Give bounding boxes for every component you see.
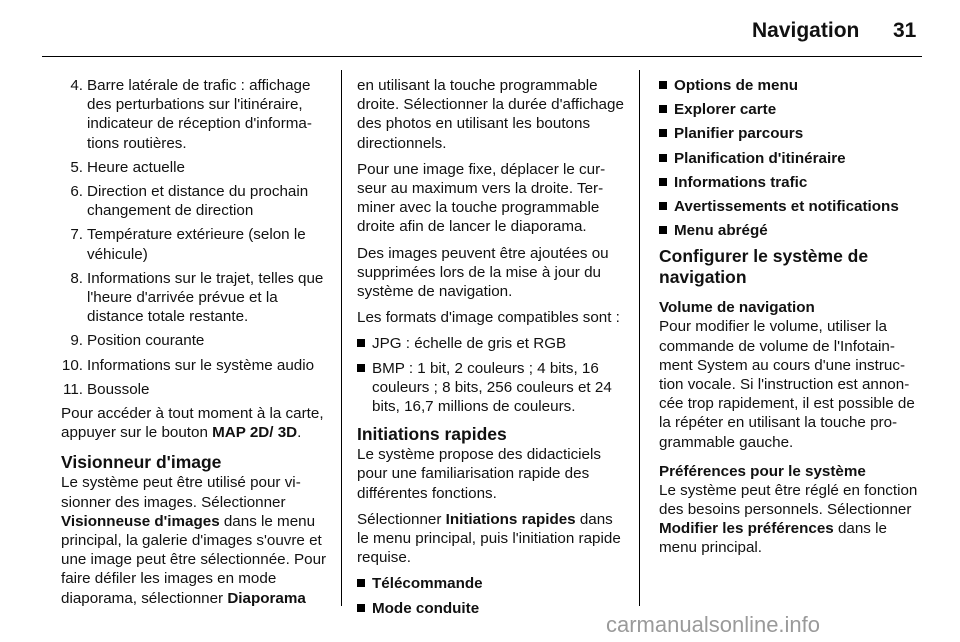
tutorial-list	[357, 574, 625, 617]
square-bullet-icon	[659, 129, 667, 137]
square-bullet-icon	[357, 604, 365, 612]
bullet-item	[659, 173, 921, 192]
column-1	[61, 76, 329, 615]
viewer-paragraph: Le système peut être utilisé pour visionner des images. Sélectionner Visionneuse d'images dans le menu principal, la galerie d'images s'ouvre et une image peut être sélectionnée. Pour faire défiler les images en mode diaporama, sélectionner Diaporama	[61, 474, 327, 607]
list-item-number: 7.	[70, 226, 83, 244]
bullet-text: Planification d'itinéraire	[674, 149, 846, 167]
list-item	[61, 380, 329, 399]
bullet-item	[357, 359, 625, 417]
square-bullet-icon	[659, 178, 667, 186]
paragraph: en utilisant la touche programmable droite. Sélectionner la durée d'affichage des photos en utilisant les boutons directionnels.	[357, 77, 624, 152]
list-item	[61, 269, 329, 327]
volume-paragraph: Pour modifier le volume, utiliser la commande de volume de l'Infotainment System au cours d'une instruction vocale. Si l'instruction est annoncée trop rapidement, il est possible de la répéter en utilisant la touche programmable gauche.	[659, 318, 915, 451]
bullet-item	[357, 599, 625, 618]
column-2	[357, 76, 625, 624]
bullet-text: Menu abrégé	[674, 222, 768, 240]
header-divider	[42, 56, 922, 57]
list-item-number: 6.	[70, 183, 83, 201]
square-bullet-icon	[357, 579, 365, 587]
list-item-text: Informations sur le trajet, telles que l'heure d'arrivée prévue et la distance totale restante.	[87, 269, 324, 326]
square-bullet-icon	[357, 339, 365, 347]
list-item-number: 9.	[70, 332, 83, 350]
list-item	[61, 158, 329, 177]
square-bullet-icon	[659, 226, 667, 234]
list-item	[61, 182, 329, 220]
bullet-text: Informations trafic	[674, 173, 808, 191]
list-item-text: Température extérieure (selon le véhicule)	[87, 226, 306, 263]
list-item	[61, 356, 329, 375]
viewer-heading: Visionneur d'image	[61, 452, 222, 473]
page-number: 31	[893, 19, 917, 42]
paragraph: Des images peuvent être ajoutées ou supprimées lors de la mise à jour du système de navigation.	[357, 244, 609, 301]
list-item-number: 8.	[70, 269, 83, 287]
section-title: Navigation	[752, 19, 860, 42]
paragraph: Les formats d'image compatibles sont :	[357, 309, 620, 327]
tutorial-paragraph: Le système propose des didacticiels pour une familiarisation rapide des différentes fonctions.	[357, 446, 601, 502]
watermark: carmanualsonline.info	[606, 612, 821, 637]
bullet-item	[357, 574, 625, 593]
bullet-text: Mode conduite	[372, 599, 480, 617]
square-bullet-icon	[659, 202, 667, 210]
list-item-number: 5.	[70, 158, 83, 176]
bullet-item	[659, 76, 921, 95]
bullet-text: JPG : échelle de gris et RGB	[372, 335, 567, 353]
bullet-text: Explorer carte	[674, 101, 777, 119]
prefs-paragraph: Le système peut être réglé en fonction des besoins personnels. Sélectionner Modifier les préférences dans le menu principal.	[659, 481, 918, 557]
bullet-text: Avertissements et notifications	[674, 198, 899, 216]
tutorial-select-paragraph: Sélectionner Initiations rapides dans le menu principal, puis l'initiation rapide requise.	[357, 510, 621, 567]
bullet-item	[357, 334, 625, 353]
bullet-text: Planifier parcours	[674, 125, 804, 143]
bullet-item	[659, 197, 921, 216]
menu-list	[659, 76, 921, 240]
bullet-item	[659, 124, 921, 143]
list-item-text: Barre latérale de trafic : affichage des perturbations sur l'itinéraire, indicateur de réception d'informations routières.	[87, 77, 312, 152]
column-3	[659, 76, 921, 565]
map-access-paragraph: Pour accéder à tout moment à la carte, appuyer sur le bouton MAP 2D/ 3D.	[61, 405, 324, 442]
formats-list	[357, 334, 625, 416]
square-bullet-icon	[357, 364, 365, 372]
tutorial-heading: Initiations rapides	[357, 424, 507, 445]
list-item-text: Heure actuelle	[87, 158, 185, 176]
bullet-item	[659, 100, 921, 119]
square-bullet-icon	[659, 154, 667, 162]
list-item	[61, 225, 329, 263]
square-bullet-icon	[659, 105, 667, 113]
list-item-number: 11.	[63, 380, 83, 398]
bullet-item	[659, 149, 921, 168]
prefs-heading: Préférences pour le système	[659, 462, 866, 480]
bullet-text: Télécommande	[372, 575, 483, 593]
volume-heading: Volume de navigation	[659, 299, 815, 317]
list-item-text: Boussole	[87, 380, 150, 398]
page-header	[0, 0, 960, 58]
bullet-item	[659, 221, 921, 240]
list-item-number: 10.	[61, 356, 83, 374]
column-divider-2	[639, 70, 640, 606]
list-item-text: Position courante	[87, 332, 205, 350]
list-item	[61, 331, 329, 350]
bullet-text: Options de menu	[674, 77, 799, 94]
list-item-number: 4.	[70, 77, 83, 94]
list-item-text: Direction et distance du prochain changement de direction	[87, 183, 309, 220]
bullet-text: BMP : 1 bit, 2 couleurs ; 4 bits, 16 couleurs ; 8 bits, 256 couleurs et 24 bits, 16,7 millions de couleurs.	[372, 359, 612, 416]
paragraph: Pour une image fixe, déplacer le curseur au maximum vers la droite. Terminer avec la touche programmable droite afin de lancer le diaporama.	[357, 160, 606, 236]
list-item-text: Informations sur le système audio	[87, 356, 315, 374]
list-item	[61, 76, 329, 153]
column-divider-1	[341, 70, 342, 606]
config-heading: Configurer le système de navigation	[659, 246, 869, 288]
map-button-label: MAP 2D/ 3D	[212, 424, 298, 442]
square-bullet-icon	[659, 81, 667, 89]
numbered-list	[61, 76, 329, 399]
